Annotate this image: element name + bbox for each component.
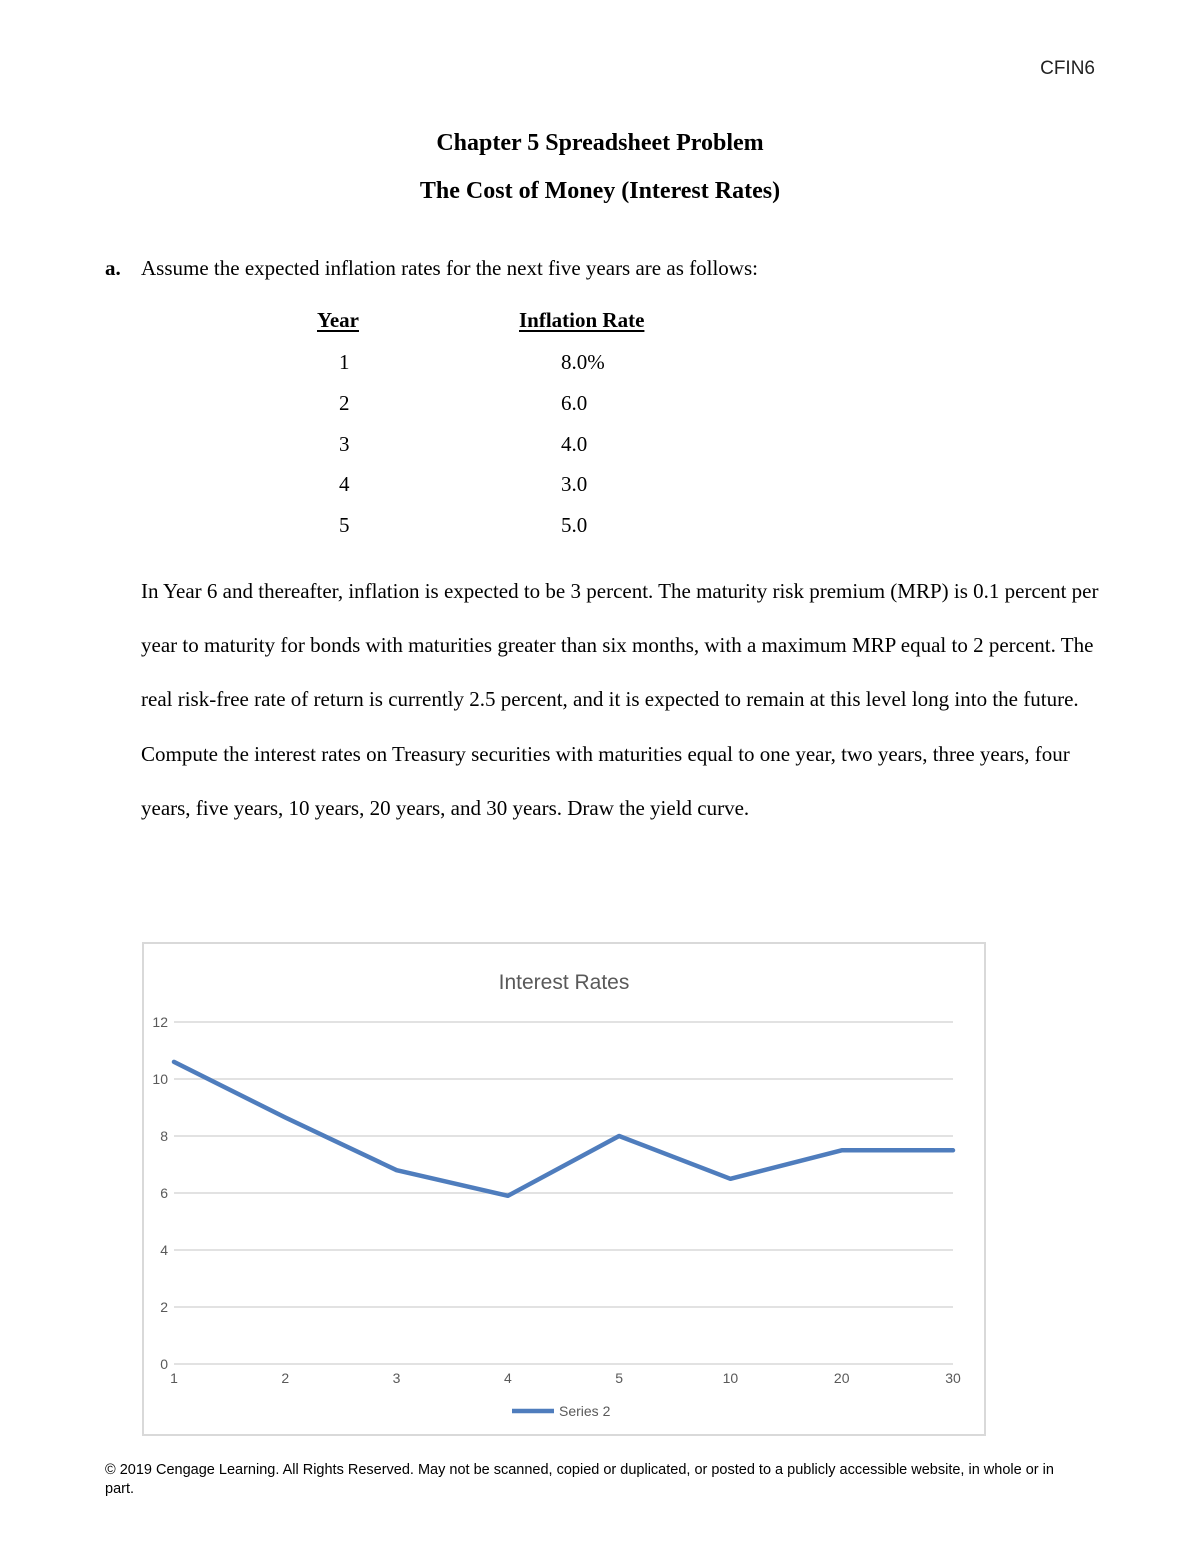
question-intro: Assume the expected inflation rates for the next five years are as follows: [141, 256, 758, 280]
course-code: CFIN6 [1040, 58, 1095, 79]
y-tick-label: 2 [160, 1299, 168, 1315]
table-cell-year: 3 [339, 432, 350, 456]
table-header-rate: Inflation Rate [519, 308, 645, 332]
table-cell-year: 2 [339, 391, 350, 415]
problem-text: In Year 6 and thereafter, inflation is expected to be 3 percent. The maturity risk premium (MRP) is 0.1 percent per year to maturity for bonds with maturities greater than six months, with a maximum MRP equal to 2 percent. The real risk-free rate of return is currently 2.5 percent, and it is expected to remain at this level long into the future. Compute the interest rates on Treasury securities with maturities equal to one year, two years, three years, four years, five years, 10 years, 20 years, and 30 years. Draw the yield curve. [141, 579, 1099, 820]
y-tick-label: 10 [152, 1071, 168, 1087]
table-cell-rate: 8.0% [561, 350, 605, 374]
table-cell-rate: 6.0 [561, 391, 588, 415]
table-cell-rate: 5.0 [561, 513, 588, 537]
table-cell-year: 4 [339, 472, 350, 496]
x-tick-label: 2 [281, 1370, 290, 1386]
x-tick-label: 3 [392, 1370, 401, 1386]
copyright-footer: © 2019 Cengage Learning. All Rights Reserved. May not be scanned, copied or duplicated, or posted to a publicly accessible website, in whole or in part. [105, 1462, 1054, 1497]
y-tick-label: 12 [152, 1014, 168, 1030]
chapter-subtitle: The Cost of Money (Interest Rates) [419, 178, 781, 204]
y-tick-label: 6 [160, 1185, 168, 1201]
x-tick-label: 4 [503, 1370, 512, 1386]
table-header-year: Year [317, 308, 359, 332]
chapter-title: Chapter 5 Spreadsheet Problem [436, 130, 764, 156]
x-tick-label: 20 [833, 1370, 850, 1386]
legend-label: Series 2 [559, 1403, 611, 1419]
y-tick-label: 4 [160, 1242, 168, 1258]
table-cell-rate: 4.0 [561, 432, 588, 456]
question-label: a. [105, 256, 121, 280]
x-tick-label: 30 [945, 1370, 961, 1386]
yield-curve-chart [142, 942, 986, 1436]
x-tick-label: 10 [722, 1370, 739, 1386]
table-cell-rate: 3.0 [561, 472, 588, 496]
chart-svg [142, 942, 986, 1436]
x-tick-label: 1 [170, 1370, 178, 1386]
table-cell-year: 1 [339, 350, 350, 374]
y-tick-label: 8 [160, 1128, 168, 1144]
x-tick-label: 5 [615, 1370, 624, 1386]
table-cell-year: 5 [339, 513, 350, 537]
series-line [174, 1062, 953, 1196]
chart-title: Interest Rates [498, 971, 630, 994]
y-tick-label: 0 [160, 1356, 168, 1372]
